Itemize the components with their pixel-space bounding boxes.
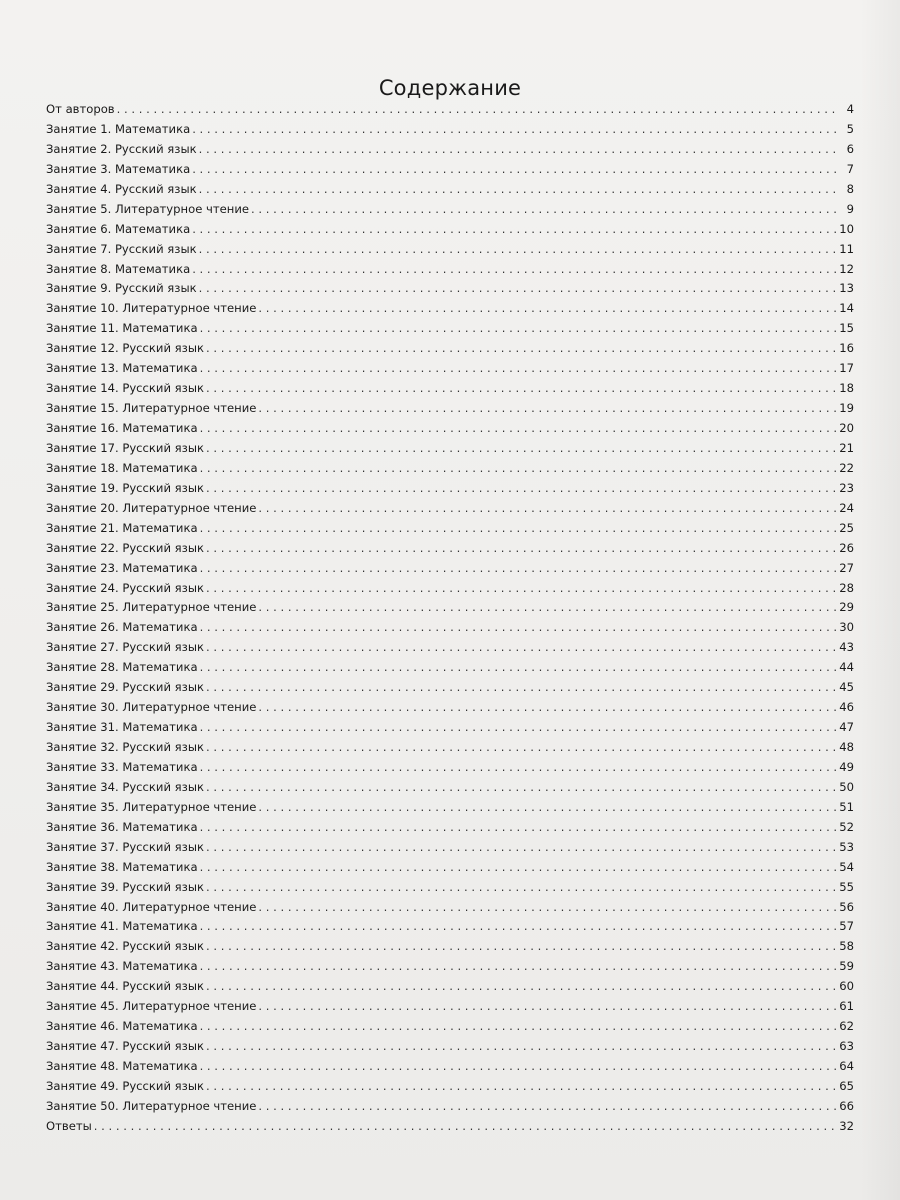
- toc-entry-label: Занятие 14. Русский язык: [46, 381, 204, 396]
- toc-entry: [46, 120, 854, 140]
- toc-entry: [46, 200, 854, 220]
- toc-entry-page-number: 52: [839, 819, 854, 834]
- toc-entry-label: Занятие 27. Русский язык: [46, 640, 204, 655]
- toc-entry-label: Занятие 10. Литературное чтение: [46, 301, 257, 316]
- toc-entry-label: Занятие 4. Русский язык: [46, 181, 197, 196]
- toc-entry: [46, 319, 854, 339]
- toc-entry-label: Ответы: [46, 1118, 92, 1133]
- toc-entry-page-number: 48: [839, 740, 854, 754]
- toc-entry-label: Занятие 26. Математика: [46, 620, 198, 635]
- toc-dot-leader: [206, 738, 837, 758]
- toc-entry: [46, 778, 854, 798]
- toc-dot-leader: [200, 459, 838, 479]
- toc-entry: [46, 260, 854, 280]
- toc-entry-page-number: 64: [839, 1059, 854, 1073]
- toc-entry-page-number: 15: [839, 321, 854, 336]
- toc-entry-label: Занятие 31. Математика: [46, 720, 198, 735]
- toc-entry-label: Занятие 11. Математика: [46, 321, 198, 336]
- toc-entry: [46, 977, 854, 997]
- toc-entry: [46, 878, 854, 898]
- toc-dot-leader: [258, 898, 837, 918]
- toc-entry-page-number: 12: [839, 261, 854, 276]
- toc-entry: [46, 1077, 854, 1097]
- toc-entry: [46, 1097, 854, 1117]
- toc-dot-leader: [200, 1057, 838, 1077]
- toc-entry-label: Занятие 8. Математика: [46, 261, 191, 276]
- toc-entry-page-number: 11: [839, 241, 854, 256]
- toc-entry-page-number: 32: [839, 1118, 854, 1133]
- toc-dot-leader: [206, 638, 837, 658]
- toc-entry: [46, 140, 854, 160]
- toc-entry-label: Занятие 37. Русский язык: [46, 839, 204, 854]
- toc-entry-label: Занятие 29. Русский язык: [46, 680, 204, 695]
- toc-entry-label: Занятие 16. Математика: [46, 421, 198, 435]
- toc-dot-leader: [258, 698, 837, 718]
- toc-dot-leader: [206, 1077, 837, 1097]
- toc-entry: [46, 499, 854, 519]
- toc-entry-page-number: 56: [839, 899, 854, 914]
- toc-dot-leader: [200, 618, 838, 638]
- toc-entry-label: Занятие 44. Русский язык: [46, 979, 204, 994]
- toc-entry-label: Занятие 18. Математика: [46, 460, 198, 475]
- toc-entry-label: Занятие 35. Литературное чтение: [46, 799, 257, 814]
- toc-entry-label: Занятие 20. Литературное чтение: [46, 500, 257, 515]
- toc-entry-label: Занятие 46. Математика: [46, 1019, 198, 1034]
- page-edge-shadow: [860, 0, 900, 1200]
- toc-dot-leader: [199, 180, 838, 200]
- toc-dot-leader: [200, 559, 838, 579]
- toc-entry-label: Занятие 39. Русский язык: [46, 879, 204, 894]
- toc-entry: [46, 399, 854, 419]
- toc-entry-page-number: 23: [839, 480, 854, 495]
- toc-entry: [46, 339, 854, 359]
- toc-entry: [46, 180, 854, 200]
- page-title: Содержание: [378, 76, 522, 101]
- toc-entry-label: Занятие 24. Русский язык: [46, 580, 204, 595]
- toc-entry: [46, 598, 854, 618]
- toc-entry-label: Занятие 38. Математика: [46, 859, 198, 874]
- toc-entry-page-number: 49: [839, 759, 854, 774]
- toc-entry-label: Занятие 3. Математика: [46, 161, 191, 176]
- toc-dot-leader: [258, 399, 837, 419]
- toc-entry: [46, 299, 854, 319]
- toc-entry-page-number: 59: [839, 959, 854, 974]
- toc-entry-page-number: 46: [839, 700, 854, 715]
- toc-entry-page-number: 47: [839, 720, 854, 735]
- toc-dot-leader: [192, 220, 837, 240]
- toc-entry-page-number: 65: [839, 1078, 854, 1093]
- toc-entry-page-number: 25: [839, 520, 854, 535]
- toc-entry-page-number: 62: [839, 1019, 854, 1034]
- toc-dot-leader: [258, 798, 837, 818]
- toc-entry-page-number: 24: [839, 500, 854, 515]
- toc-dot-leader: [192, 260, 837, 280]
- toc-entry: [46, 1037, 854, 1057]
- toc-dot-leader: [200, 718, 838, 738]
- toc-dot-leader: [199, 279, 838, 299]
- toc-entry-label: От авторов: [46, 102, 115, 116]
- toc-entry-page-number: 22: [839, 460, 854, 475]
- toc-entry: [46, 858, 854, 878]
- toc-entry: [46, 519, 854, 539]
- toc-entry-page-number: 58: [839, 939, 854, 954]
- toc-entry-label: Занятие 5. Литературное чтение: [46, 201, 249, 216]
- toc-entry-label: Занятие 32. Русский язык: [46, 740, 204, 754]
- toc-dot-leader: [200, 1017, 838, 1037]
- toc-entry-label: Занятие 36. Математика: [46, 819, 198, 834]
- toc-entry-page-number: 16: [839, 341, 854, 356]
- toc-entry-label: Занятие 42. Русский язык: [46, 939, 204, 954]
- toc-entry-page-number: 18: [839, 381, 854, 396]
- toc-dot-leader: [199, 140, 838, 160]
- toc-entry: [46, 798, 854, 818]
- toc-entry: [46, 439, 854, 459]
- toc-entry: [46, 818, 854, 838]
- toc-dot-leader: [200, 419, 838, 439]
- toc-entry-label: Занятие 49. Русский язык: [46, 1078, 204, 1093]
- toc-entry: [46, 957, 854, 977]
- toc-entry: [46, 997, 854, 1017]
- toc-dot-leader: [206, 539, 837, 559]
- toc-entry: [46, 718, 854, 738]
- toc-dot-leader: [206, 439, 837, 459]
- toc-entry-label: Занятие 34. Русский язык: [46, 779, 204, 794]
- toc-entry: [46, 1117, 854, 1137]
- toc-entry-label: Занятие 21. Математика: [46, 520, 198, 535]
- toc-entry: [46, 1017, 854, 1037]
- toc-entry-label: Занятие 13. Математика: [46, 361, 198, 376]
- toc-entry-label: Занятие 19. Русский язык: [46, 480, 204, 495]
- toc-dot-leader: [94, 1117, 837, 1137]
- toc-dot-leader: [200, 917, 838, 937]
- toc-entry: [46, 479, 854, 499]
- toc-entry-label: Занятие 47. Русский язык: [46, 1039, 204, 1054]
- toc-entry: [46, 917, 854, 937]
- toc-dot-leader: [200, 658, 838, 678]
- toc-entry: [46, 658, 854, 678]
- toc-entry-page-number: 20: [839, 421, 854, 435]
- toc-entry-page-number: 17: [839, 361, 854, 376]
- toc-entry-page-number: 44: [839, 660, 854, 675]
- toc-entry: [46, 579, 854, 599]
- toc-entry-page-number: 43: [839, 640, 854, 655]
- toc-entry: [46, 738, 854, 758]
- toc-entry-label: Занятие 25. Литературное чтение: [46, 600, 257, 615]
- toc-dot-leader: [258, 598, 837, 618]
- toc-dot-leader: [200, 319, 838, 339]
- toc-entry-label: Занятие 30. Литературное чтение: [46, 700, 257, 715]
- toc-entry: [46, 419, 854, 439]
- toc-entry-page-number: 5: [846, 121, 854, 136]
- toc-entry: [46, 838, 854, 858]
- toc-entry-label: Занятие 12. Русский язык: [46, 341, 204, 356]
- toc-entry: [46, 279, 854, 299]
- toc-entry-page-number: 53: [839, 839, 854, 854]
- toc-entry-label: Занятие 22. Русский язык: [46, 540, 204, 555]
- toc-entry: [46, 678, 854, 698]
- toc-dot-leader: [206, 678, 837, 698]
- toc-dot-leader: [199, 240, 838, 260]
- toc-entry-page-number: 57: [839, 919, 854, 934]
- toc-entry: [46, 160, 854, 180]
- toc-dot-leader: [206, 579, 837, 599]
- toc-dot-leader: [206, 977, 837, 997]
- toc-dot-leader: [206, 838, 837, 858]
- toc-entry-page-number: 21: [839, 440, 854, 455]
- toc-entry-label: Занятие 6. Математика: [46, 221, 191, 236]
- toc-dot-leader: [206, 479, 837, 499]
- toc-dot-leader: [200, 359, 838, 379]
- toc-dot-leader: [200, 758, 838, 778]
- toc-entry-page-number: 61: [839, 999, 854, 1014]
- toc-entry-label: Занятие 48. Математика: [46, 1059, 198, 1073]
- toc-entry-page-number: 28: [839, 580, 854, 595]
- toc-entry: [46, 638, 854, 658]
- toc-entry-label: Занятие 33. Математика: [46, 759, 198, 774]
- toc-entry-label: Занятие 1. Математика: [46, 121, 191, 136]
- toc-dot-leader: [206, 878, 837, 898]
- toc-entry-page-number: 8: [846, 181, 854, 196]
- toc-entry-page-number: 30: [839, 620, 854, 635]
- toc-entry-label: Занятие 45. Литературное чтение: [46, 999, 257, 1014]
- toc-entry-page-number: 14: [839, 301, 854, 316]
- toc-entry-label: Занятие 28. Математика: [46, 660, 198, 675]
- toc-dot-leader: [200, 858, 838, 878]
- toc-dot-leader: [258, 1097, 837, 1117]
- toc-entry-page-number: 54: [839, 859, 854, 874]
- toc-entry-page-number: 55: [839, 879, 854, 894]
- toc-entry-page-number: 10: [839, 221, 854, 236]
- toc-dot-leader: [206, 379, 837, 399]
- toc-entry: [46, 1057, 854, 1077]
- toc-dot-leader: [200, 957, 838, 977]
- toc-entry: [46, 100, 854, 120]
- toc-dot-leader: [206, 937, 837, 957]
- toc-entry-label: Занятие 41. Математика: [46, 919, 198, 934]
- toc-entry-label: Занятие 40. Литературное чтение: [46, 899, 257, 914]
- toc-dot-leader: [206, 339, 837, 359]
- toc-dot-leader: [192, 160, 838, 180]
- toc-entry-page-number: 13: [839, 281, 854, 296]
- toc-entry: [46, 220, 854, 240]
- toc-entry-label: Занятие 50. Литературное чтение: [46, 1098, 257, 1113]
- toc-dot-leader: [251, 200, 838, 220]
- toc-entry: [46, 539, 854, 559]
- toc-entry-page-number: 9: [846, 201, 854, 216]
- toc-entry-label: Занятие 17. Русский язык: [46, 440, 204, 455]
- table-of-contents: [46, 100, 854, 1137]
- toc-entry-page-number: 29: [839, 600, 854, 615]
- toc-entry-page-number: 27: [839, 560, 854, 575]
- toc-entry-page-number: 26: [839, 540, 854, 555]
- toc-entry-label: Занятие 15. Литературное чтение: [46, 401, 257, 416]
- toc-entry-label: Занятие 2. Русский язык: [46, 141, 197, 156]
- toc-entry-page-number: 19: [839, 401, 854, 416]
- toc-entry: [46, 459, 854, 479]
- toc-entry-label: Занятие 43. Математика: [46, 959, 198, 974]
- toc-entry: [46, 359, 854, 379]
- toc-dot-leader: [117, 100, 838, 120]
- toc-dot-leader: [200, 818, 838, 838]
- toc-entry: [46, 240, 854, 260]
- toc-dot-leader: [192, 120, 838, 140]
- toc-entry-page-number: 51: [839, 799, 854, 814]
- toc-entry-page-number: 60: [839, 979, 854, 994]
- toc-entry-page-number: 7: [846, 161, 854, 176]
- toc-dot-leader: [200, 519, 838, 539]
- toc-dot-leader: [258, 299, 837, 319]
- toc-entry-page-number: 66: [839, 1098, 854, 1113]
- toc-entry: [46, 937, 854, 957]
- toc-entry: [46, 758, 854, 778]
- toc-entry-page-number: 45: [839, 680, 854, 695]
- toc-entry-page-number: 50: [839, 779, 854, 794]
- toc-dot-leader: [258, 997, 837, 1017]
- toc-entry: [46, 618, 854, 638]
- toc-entry-page-number: 6: [846, 141, 854, 156]
- toc-dot-leader: [206, 1037, 837, 1057]
- toc-entry: [46, 898, 854, 918]
- toc-entry-label: Занятие 7. Русский язык: [46, 241, 197, 256]
- toc-entry-label: Занятие 23. Математика: [46, 560, 198, 575]
- toc-entry: [46, 379, 854, 399]
- toc-entry-page-number: 4: [846, 102, 854, 116]
- toc-entry: [46, 698, 854, 718]
- toc-entry-page-number: 63: [839, 1039, 854, 1054]
- toc-dot-leader: [258, 499, 837, 519]
- toc-entry-label: Занятие 9. Русский язык: [46, 281, 197, 296]
- toc-entry: [46, 559, 854, 579]
- toc-dot-leader: [206, 778, 837, 798]
